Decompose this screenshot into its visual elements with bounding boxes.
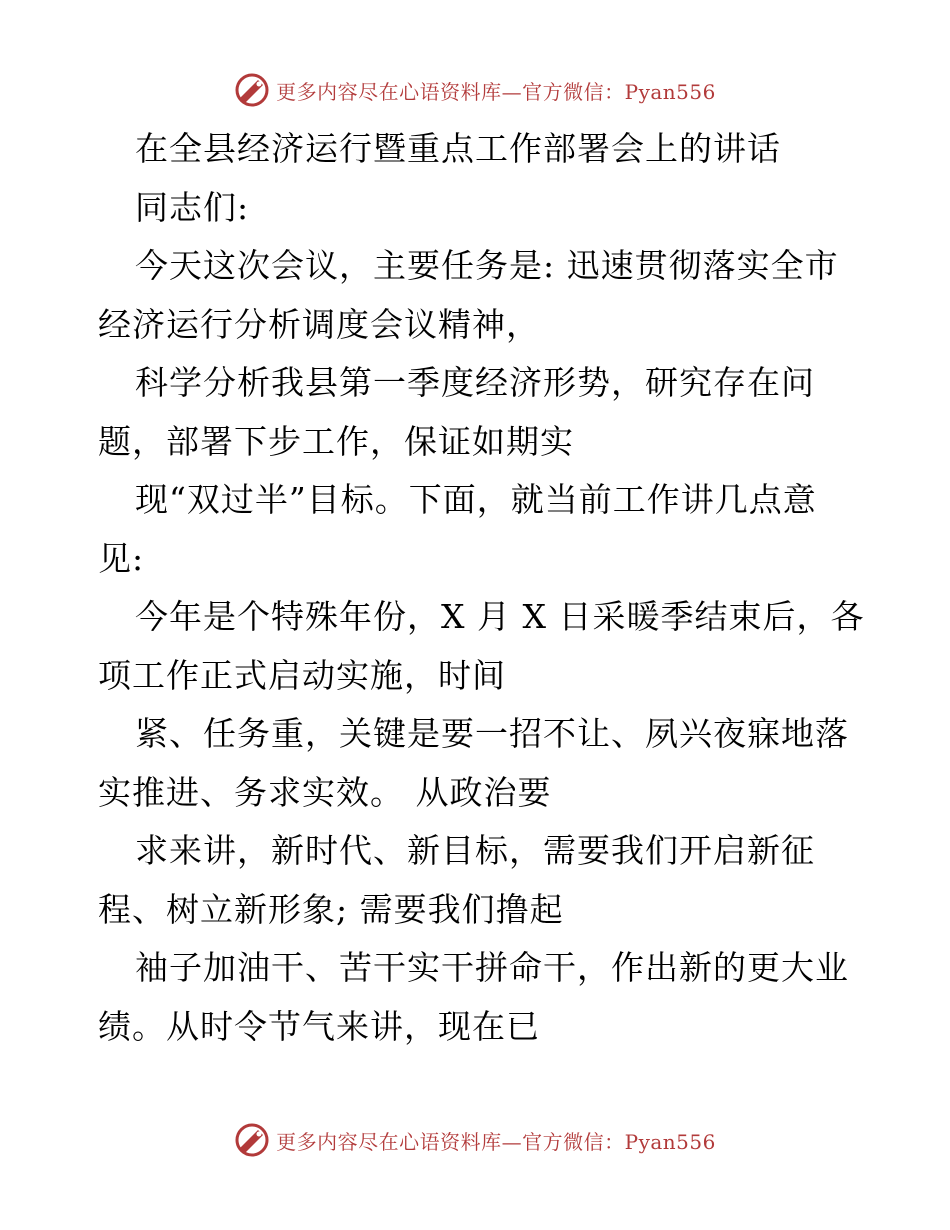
paragraph-line: 项工作正式启动实施，时间 bbox=[98, 655, 506, 695]
pen-logo-icon bbox=[234, 1122, 270, 1158]
paragraph-line: 程、树立新形象; 需要我们撸起 bbox=[98, 889, 564, 929]
paragraph-line: 科学分析我县第一季度经济形势，研究存在问 bbox=[135, 363, 815, 402]
pen-logo-icon bbox=[234, 72, 270, 108]
paragraph-line: 求来讲，新时代、新目标，需要我们开启新征 bbox=[135, 831, 815, 870]
document-title: 在全县经济运行暨重点工作部署会上的讲话 bbox=[135, 129, 781, 168]
paragraph-line: 今年是个特殊年份，X 月 X 日采暖季结束后，各 bbox=[135, 597, 865, 636]
watermark-text: 更多内容尽在心语资料库—官方微信：Pyan556 bbox=[276, 79, 716, 104]
salutation: 同志们: bbox=[135, 187, 250, 227]
document-body bbox=[98, 120, 865, 1056]
paragraph-line: 现“双过半”目标。下面，就当前工作讲几点意 bbox=[135, 480, 817, 519]
paragraph-line: 见: bbox=[98, 538, 145, 578]
paragraph-line: 题，部署下步工作，保证如期实 bbox=[98, 421, 574, 461]
paragraph-line: 经济运行分析调度会议精神， bbox=[98, 304, 540, 344]
paragraph-line: 绩。从时令节气来讲，现在已 bbox=[98, 1006, 540, 1046]
paragraph-line: 实推进、务求实效。 从政治要 bbox=[98, 772, 552, 812]
header-watermark bbox=[0, 70, 950, 110]
footer-watermark bbox=[0, 1120, 950, 1160]
paragraph-line: 袖子加油干、苦干实干拼命干，作出新的更大业 bbox=[135, 948, 849, 987]
paragraph-line: 今天这次会议，主要任务是: 迅速贯彻落实全市 bbox=[135, 246, 839, 285]
watermark-text: 更多内容尽在心语资料库—官方微信：Pyan556 bbox=[276, 1129, 716, 1154]
paragraph-line: 紧、任务重，关键是要一招不让、夙兴夜寐地落 bbox=[135, 714, 849, 753]
